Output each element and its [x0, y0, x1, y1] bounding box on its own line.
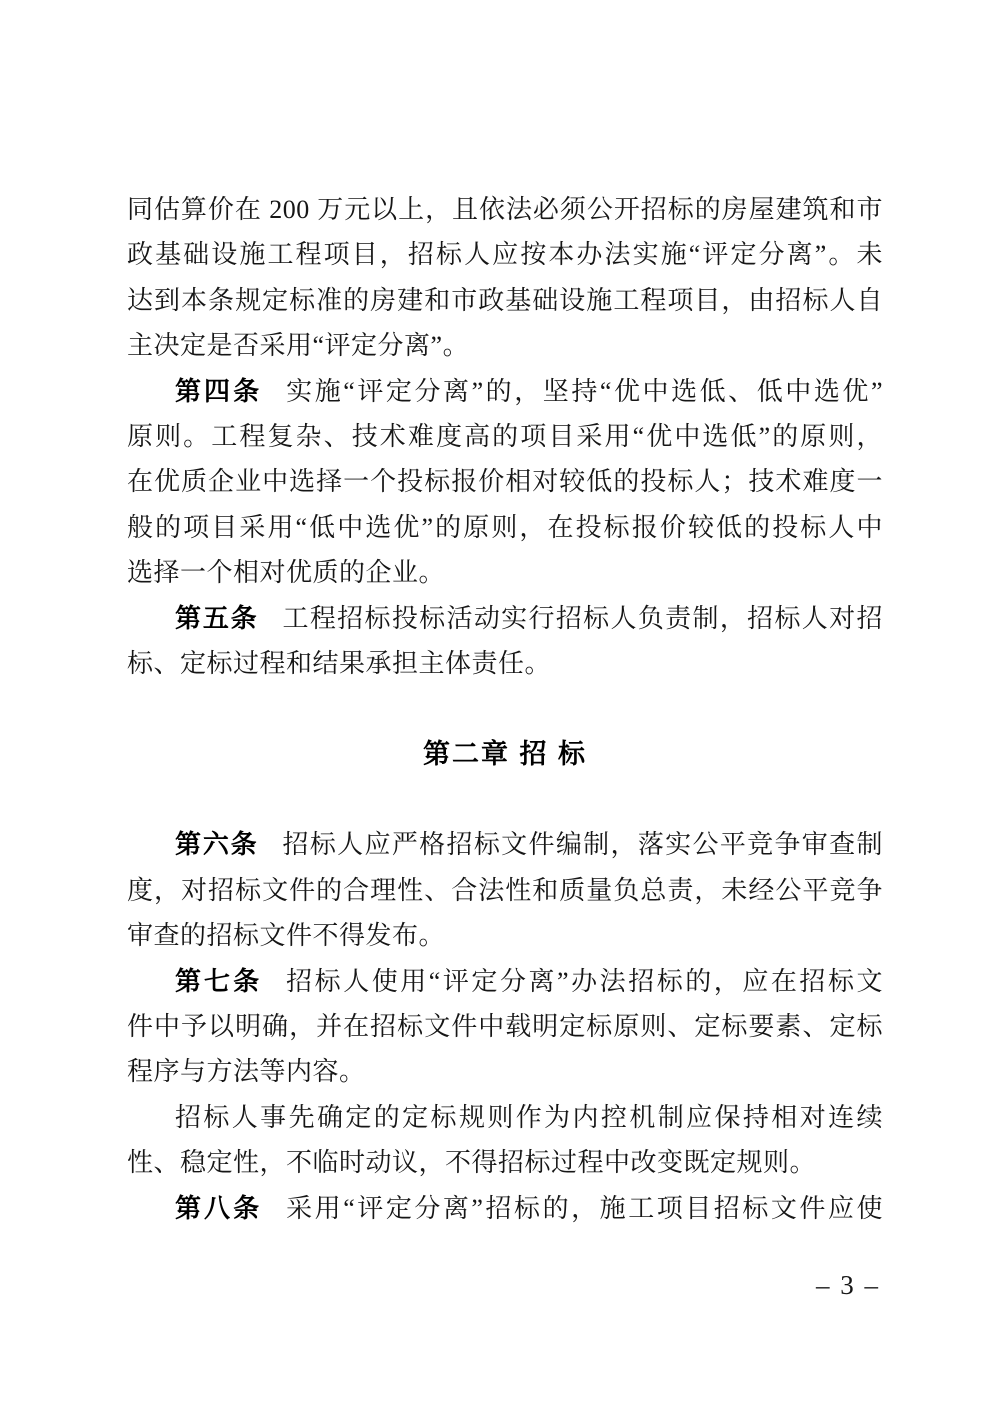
document-body — [127, 187, 883, 1231]
text-line — [127, 278, 883, 323]
text-line — [127, 868, 883, 913]
line-text: 程序与方法等内容。 — [127, 1057, 366, 1087]
line-text: 达到本条规定标准的房建和市政基础设施工程项目，由招标人自 — [127, 285, 883, 315]
text-line — [127, 913, 883, 958]
line-text: 采用“评定分离”招标的，施工项目招标文件应使 — [286, 1193, 883, 1223]
page-number: – 3 – — [816, 1270, 880, 1300]
line-text: 度，对招标文件的合理性、合法性和质量负总责，未经公平竞争 — [127, 875, 883, 905]
line-text: 招标人事先确定的定标规则作为内控机制应保持相对连续 — [175, 1102, 883, 1132]
article-term: 第四条 — [175, 375, 263, 406]
line-text: 标、定标过程和结果承担主体责任。 — [127, 648, 552, 678]
line-text: 审查的招标文件不得发布。 — [127, 921, 446, 951]
chapter-heading: 第二章 招 标 — [422, 738, 587, 769]
text-line — [127, 232, 883, 277]
line-text: 政基础设施工程项目，招标人应按本办法实施“评定分离”。未 — [127, 240, 883, 270]
line-text: 原则。工程复杂、技术难度高的项目采用“优中选低”的原则， — [127, 421, 883, 451]
text-line — [127, 323, 883, 368]
line-text: 性、稳定性，不临时动议，不得招标过程中改变既定规则。 — [127, 1148, 817, 1178]
text-line — [127, 369, 883, 414]
text-line — [127, 187, 883, 232]
text-line — [127, 596, 883, 641]
line-text: 招标人应严格招标文件编制，落实公平竞争审查制 — [282, 830, 883, 860]
line-text: 招标人使用“评定分离”办法招标的，应在招标文 — [286, 966, 883, 996]
article-term: 第六条 — [175, 829, 259, 860]
text-line — [127, 822, 883, 867]
line-text: 般的项目采用“低中选优”的原则，在投标报价较低的投标人中 — [127, 512, 883, 542]
blank-line — [127, 686, 883, 731]
line-text: 在优质企业中选择一个投标报价相对较低的投标人；技术难度一 — [127, 467, 883, 497]
text-line — [127, 959, 883, 1004]
article-term: 第五条 — [175, 602, 259, 633]
text-line — [127, 414, 883, 459]
article-term: 第八条 — [175, 1192, 263, 1223]
line-text: 实施“评定分离”的，坚持“优中选低、低中选优” — [286, 376, 883, 406]
article-term: 第七条 — [175, 965, 263, 996]
text-line — [127, 1140, 883, 1185]
text-line — [127, 459, 883, 504]
line-text: 件中予以明确，并在招标文件中载明定标原则、定标要素、定标 — [127, 1012, 883, 1042]
text-line — [127, 1049, 883, 1094]
line-text: 同估算价在 200 万元以上，且依法必须公开招标的房屋建筑和市 — [127, 195, 883, 224]
text-line — [127, 641, 883, 686]
text-line — [127, 1095, 883, 1140]
text-line — [127, 1004, 883, 1049]
blank-line — [127, 777, 883, 822]
text-line — [127, 505, 883, 550]
line-text: 工程招标投标活动实行招标人负责制，招标人对招 — [282, 603, 883, 633]
line-text: 主决定是否采用“评定分离”。 — [127, 331, 470, 361]
line-text: 选择一个相对优质的企业。 — [127, 558, 446, 588]
text-line — [127, 550, 883, 595]
text-line — [127, 1186, 883, 1231]
